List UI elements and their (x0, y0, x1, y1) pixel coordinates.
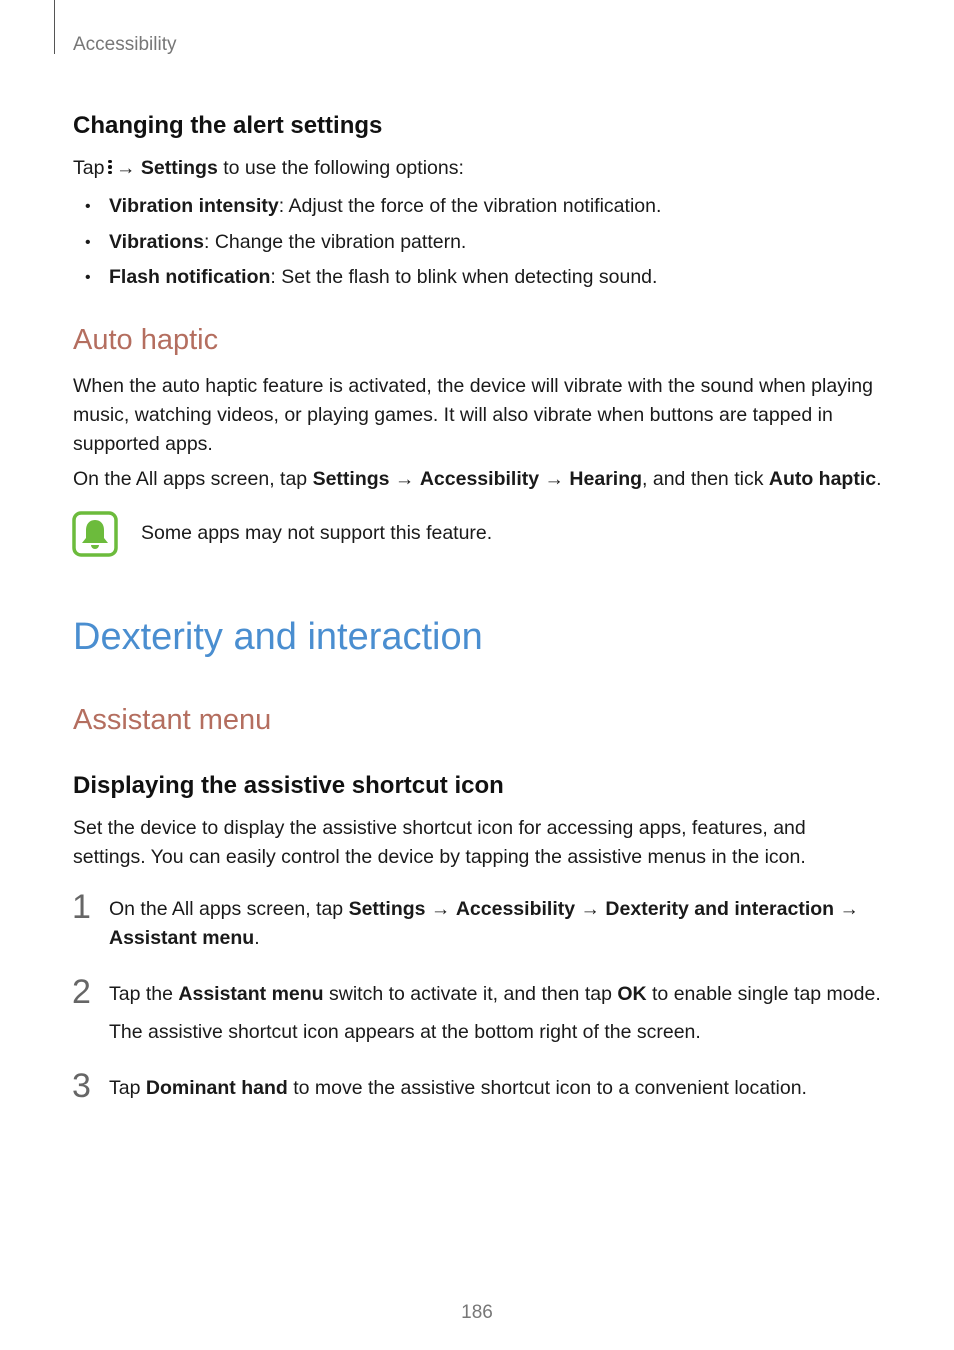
option-desc: : Set the flash to blink when detecting sound. (270, 266, 658, 288)
option-term: Flash notification (109, 266, 271, 288)
path-auto-haptic: Auto haptic (768, 468, 877, 490)
running-header: Accessibility (73, 34, 177, 55)
step-number: 3 (72, 1067, 91, 1105)
assistant-menu-heading: Assistant menu (73, 704, 272, 736)
option-desc: : Adjust the force of the vibration notification. (278, 195, 662, 217)
auto-haptic-path (73, 465, 883, 494)
step-2-subtext: The assistive shortcut icon appears at the bottom right of the screen. (109, 1021, 701, 1043)
step-number: 1 (72, 888, 91, 926)
step-arrow: → (834, 898, 859, 920)
path-text: , and then tick (642, 468, 769, 490)
list-item (73, 192, 883, 221)
step-period: . (254, 927, 260, 949)
path-arrow: → (539, 468, 570, 490)
step-accessibility: Accessibility (455, 898, 576, 920)
auto-haptic-heading: Auto haptic (73, 324, 219, 356)
step-1-text (109, 895, 889, 953)
dexterity-title: Dexterity and interaction (73, 616, 483, 658)
bell-notification-icon (72, 511, 118, 557)
step-arrow: → (575, 898, 606, 920)
path-arrow: → (389, 468, 420, 490)
step-text-part: switch to activate it, and then tap (323, 983, 618, 1005)
option-desc: : Change the vibration pattern. (204, 230, 467, 253)
intro-tap: Tap (73, 157, 105, 179)
assistive-icon-heading: Displaying the assistive shortcut icon (73, 772, 504, 799)
path-text: On the All apps screen, tap (73, 468, 313, 490)
step-text-part: Tap the (109, 983, 179, 1005)
dexterity-paragraph: Set the device to display the assistive shortcut icon for accessing apps, features, and settings. You can easily control the device by tapping the assistive menus in the icon. (73, 817, 806, 868)
path-period: . (876, 468, 882, 490)
page-number: 186 (461, 1302, 493, 1323)
step-text-part: to move the assistive shortcut icon to a convenient location. (287, 1077, 807, 1099)
step-3-text (109, 1074, 889, 1103)
auto-haptic-paragraph: When the auto haptic feature is activated, the device will vibrate with the sound when playing music, watching videos, or playing games. It will also vibrate when buttons are tapped in supported apps. (73, 375, 873, 455)
alert-options-list (73, 192, 883, 299)
step-dexterity: Dexterity and interaction (605, 898, 835, 920)
step-dominant-hand: Dominant hand (145, 1077, 288, 1099)
step-text-part: Tap (109, 1077, 146, 1099)
step-assistant-menu: Assistant menu (109, 927, 255, 949)
alert-settings-intro (73, 154, 883, 183)
path-accessibility: Accessibility (419, 468, 540, 490)
step-text-part: On the All apps screen, tap (109, 898, 349, 920)
bullet: • (85, 269, 91, 286)
more-vertical-icon (108, 158, 112, 177)
step-ok: OK (617, 983, 647, 1005)
bullet: • (85, 198, 91, 215)
list-item (73, 228, 883, 257)
intro-arrow: → (115, 157, 136, 179)
alert-settings-heading: Changing the alert settings (73, 112, 383, 139)
option-term: Vibrations (109, 230, 204, 253)
step-arrow: → (425, 898, 456, 920)
step-2-text (109, 980, 889, 1009)
intro-rest: to use the following options: (223, 157, 464, 179)
path-hearing: Hearing (569, 468, 643, 490)
list-item (73, 263, 883, 292)
step-settings: Settings (348, 898, 426, 920)
step-text-part: to enable single tap mode. (646, 983, 881, 1005)
step-number: 2 (72, 973, 91, 1011)
bullet: • (85, 233, 91, 251)
path-settings: Settings (312, 468, 390, 490)
header-rule (54, 0, 55, 54)
intro-settings: Settings (140, 157, 218, 179)
option-term: Vibration intensity (109, 195, 279, 217)
step-assistant-menu: Assistant menu (178, 983, 324, 1005)
note-text: Some apps may not support this feature. (141, 522, 493, 544)
